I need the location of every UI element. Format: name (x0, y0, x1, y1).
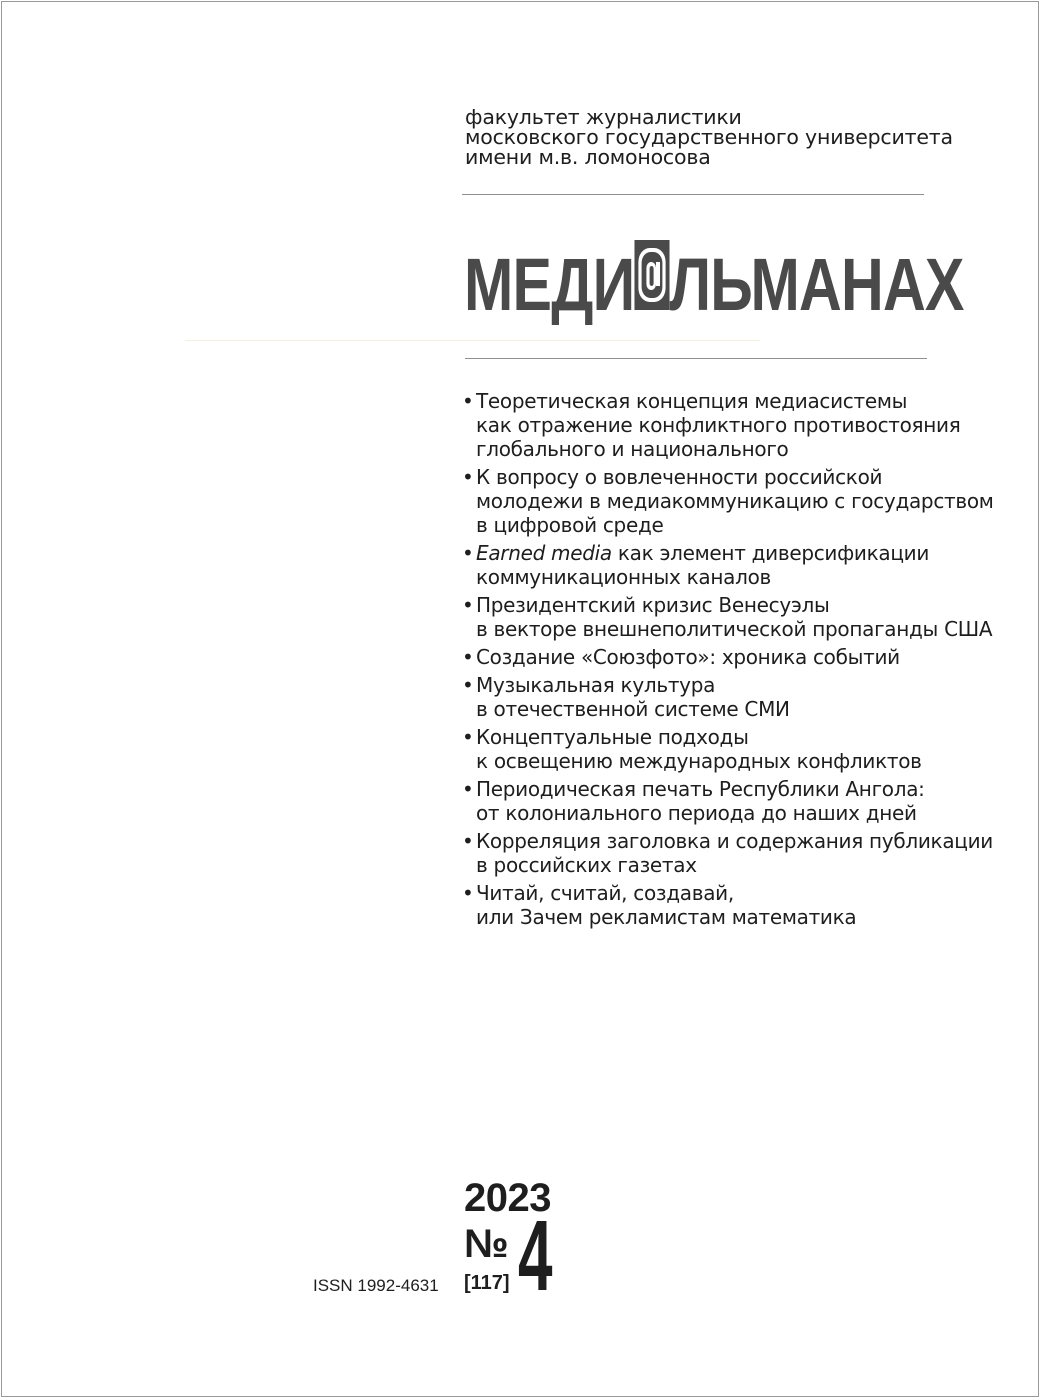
divider-top (462, 194, 924, 195)
contents-item (462, 725, 982, 773)
contents-line: Музыкальная культура (476, 673, 716, 697)
contents-line: как отражение конфликтного противостояния (476, 413, 961, 437)
publisher-line-1: факультет журналистики (465, 105, 742, 129)
contents-item (462, 645, 982, 669)
contents-line: Теоретическая концепция медиасистемы (476, 389, 908, 413)
contents-italic-term: Earned media (476, 541, 612, 565)
contents-item (462, 465, 994, 537)
contents-item (462, 541, 982, 589)
journal-logo (464, 232, 1040, 326)
logo-text-start: МЕДИ (464, 243, 635, 326)
publisher-line-3: имени м.в. ломоносова (465, 145, 711, 169)
issn: ISSN 1992-4631 (313, 1276, 439, 1295)
contents-line: или Зачем рекламистам математика (476, 905, 857, 929)
issue-number: 4 (518, 1200, 553, 1312)
bullet: • (462, 541, 474, 565)
contents-line: Периодическая печать Республики Ангола: (476, 777, 925, 801)
logo-text-end: ЛЬМАНАХ (669, 243, 964, 326)
contents-line: в векторе внешнеполитической пропаганды США (476, 617, 993, 641)
contents-line-text: как элемент диверсификации (611, 541, 930, 565)
bullet: • (462, 465, 474, 489)
contents-line: Президентский кризис Венесуэлы (476, 593, 830, 617)
contents-item (462, 673, 982, 721)
contents-line: глобального и национального (476, 437, 789, 461)
bullet: • (462, 593, 474, 617)
contents-line (476, 541, 982, 565)
contents-item (462, 777, 982, 825)
contents-item (462, 593, 993, 641)
bullet: • (462, 389, 474, 413)
bullet: • (462, 673, 474, 697)
contents-line: в российских газетах (476, 853, 697, 877)
contents-line: от колониального периода до наших дней (476, 801, 917, 825)
contents-item (462, 389, 982, 461)
issue-year: 2023 (464, 1176, 551, 1220)
contents-line: К вопросу о вовлеченности российской (476, 465, 883, 489)
publisher-line-2: московского государственного университета (465, 125, 953, 149)
contents-line: Создание «Союзфото»: хроника событий (476, 645, 900, 669)
contents-line: коммуникационных каналов (476, 565, 771, 589)
bullet: • (462, 777, 474, 801)
contents-list (462, 389, 994, 933)
contents-line: в цифровой среде (476, 513, 664, 537)
publisher-block (465, 107, 953, 167)
contents-line: Концептуальные подходы (476, 725, 749, 749)
contents-line: молодежи в медиакоммуникацию с государством (476, 489, 994, 513)
contents-line: Корреляция заголовка и содержания публикации (476, 829, 994, 853)
bullet: • (462, 725, 474, 749)
divider-bottom (465, 358, 927, 359)
bullet: • (462, 645, 474, 669)
contents-line: в отечественной системе СМИ (476, 697, 790, 721)
bullet: • (462, 881, 474, 905)
contents-item (462, 829, 994, 877)
at-symbol-icon (634, 240, 669, 310)
issue-serial: [117] (464, 1272, 510, 1294)
faint-line (185, 340, 760, 341)
number-sign: № (464, 1222, 509, 1266)
contents-line: к освещению международных конфликтов (476, 749, 922, 773)
contents-line: Читай, считай, создавай, (476, 881, 734, 905)
contents-item (462, 881, 982, 929)
bullet: • (462, 829, 474, 853)
